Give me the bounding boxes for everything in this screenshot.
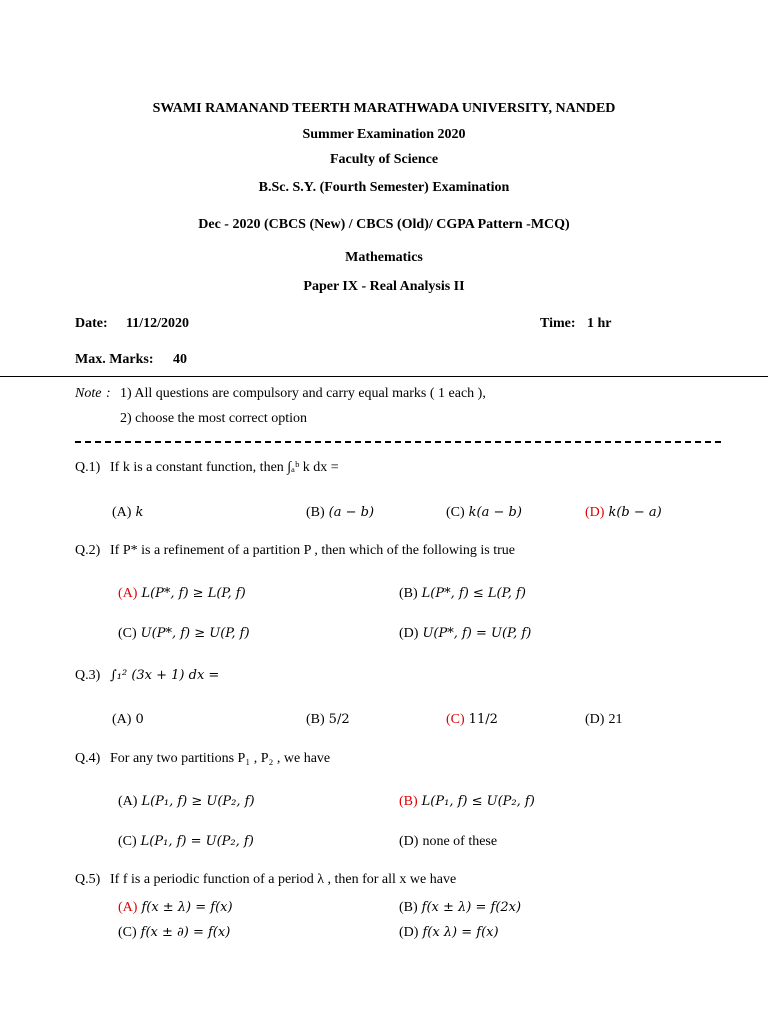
q4-option-d-label: (D) [399,834,419,849]
q4-option-a-label: (A) [118,794,138,809]
q2-option-d-text: U(P*, f) = U(P, f) [422,626,532,641]
date-label: Date: [75,316,108,331]
time-label: Time: [540,316,576,331]
q5-option-d [399,923,499,941]
q1-option-c-text: k(a − b) [468,505,522,520]
note-line-1: 1) All questions are compulsory and carry equal marks ( 1 each ), [120,386,486,401]
q1-option-a-text: k [135,505,144,520]
q4-option-a [118,792,255,810]
q1-option-c [446,503,522,521]
q4-option-d [399,832,497,850]
question-1-number: Q.1) [75,460,101,475]
question-4-text: For any two partitions P₁ , P₂ , we have [110,751,331,766]
question-1-text: If k is a constant function, then ∫ₐᵇ k dx = [110,460,339,475]
q2-option-b-label: (B) [399,586,418,601]
q5-option-a-text: f(x ± λ) = f(x) [141,900,233,915]
q3-option-a-text: 0 [135,712,144,727]
q4-option-b [399,792,535,810]
q3-option-a-label: (A) [112,712,132,727]
q5-option-c-label: (C) [118,925,137,940]
q3-option-d-text: 21 [608,712,623,727]
q5-option-b [399,898,521,916]
question-2-number: Q.2) [75,543,101,558]
q4-option-c-text: L(P₁, f) = U(P₂, f) [140,834,254,849]
q5-option-c [118,923,230,941]
q4-option-c-label: (C) [118,834,137,849]
faculty-title: Faculty of Science [329,152,439,167]
q4-option-b-text: L(P₁, f) ≤ U(P₂, f) [421,794,535,809]
q1-option-b-text: (a − b) [328,505,375,520]
q5-option-c-text: f(x ± ∂) = f(x) [140,925,231,940]
q4-option-a-text: L(P₁, f) ≥ U(P₂, f) [141,794,255,809]
q3-option-b [306,710,350,728]
question-2-text: If P* is a refinement of a partition P , then which of the following is true [110,543,516,558]
paper-title: Paper IX - Real Analysis II [303,279,465,294]
q3-option-d [585,710,622,728]
university-title: SWAMI RAMANAND TEERTH MARATHWADA UNIVERSITY, NANDED [152,101,616,116]
q1-option-c-label: (C) [446,505,465,520]
subject-title: Mathematics [345,250,423,265]
q4-option-c [118,832,254,850]
question-4-number: Q.4) [75,751,101,766]
q3-option-a [112,710,144,728]
question-5-number: Q.5) [75,872,101,887]
q3-option-b-text: 5/2 [328,712,350,727]
time-value: 1 hr [587,316,612,331]
q2-option-a [118,584,246,602]
q2-option-b-text: L(P*, f) ≤ L(P, f) [421,586,526,601]
question-5-text: If f is a periodic function of a period λ , then for all x we have [110,872,457,887]
q5-option-b-label: (B) [399,900,418,915]
pattern-title: Dec - 2020 (CBCS (New) / CBCS (Old)/ CGPA Pattern -MCQ) [198,217,570,232]
q1-option-d-label: (D) [585,505,605,520]
q2-option-c-text: U(P*, f) ≥ U(P, f) [140,626,250,641]
note-colon: : [106,386,111,401]
note-line-2: 2) choose the most correct option [120,411,308,426]
max-marks-label: Max. Marks: [75,352,154,367]
note-label: Note [75,386,102,401]
q3-option-b-label: (B) [306,712,325,727]
q1-option-d [585,503,662,521]
q5-option-a [118,898,233,916]
max-marks-value: 40 [173,352,187,367]
q3-option-d-label: (D) [585,712,605,727]
q1-option-b [306,503,374,521]
q5-option-a-label: (A) [118,900,138,915]
course-title: B.Sc. S.Y. (Fourth Semester) Examination [258,180,510,195]
q2-option-d [399,624,531,642]
q2-option-c [118,624,250,642]
q4-option-d-text: none of these [422,834,498,849]
q2-option-a-label: (A) [118,586,138,601]
q1-option-b-label: (B) [306,505,325,520]
q4-option-b-label: (B) [399,794,418,809]
dashed-divider [75,441,721,443]
q2-option-c-label: (C) [118,626,137,641]
q5-option-d-text: f(x λ) = f(x) [422,925,499,940]
header-divider [0,376,768,377]
q5-option-d-label: (D) [399,925,419,940]
q3-option-c [446,710,498,728]
q3-option-c-label: (C) [446,712,465,727]
q2-option-d-label: (D) [399,626,419,641]
q1-option-a [112,503,143,521]
date-value: 11/12/2020 [126,316,190,331]
q2-option-a-text: L(P*, f) ≥ L(P, f) [141,586,246,601]
question-3-text: ∫₁² (3x + 1) dx = [110,668,220,683]
question-3-number: Q.3) [75,668,101,683]
q1-option-d-text: k(b − a) [608,505,662,520]
exam-title: Summer Examination 2020 [302,127,466,142]
q5-option-b-text: f(x ± λ) = f(2x) [421,900,522,915]
q1-option-a-label: (A) [112,505,132,520]
q2-option-b [399,584,526,602]
q3-option-c-text: 11/2 [468,712,498,727]
